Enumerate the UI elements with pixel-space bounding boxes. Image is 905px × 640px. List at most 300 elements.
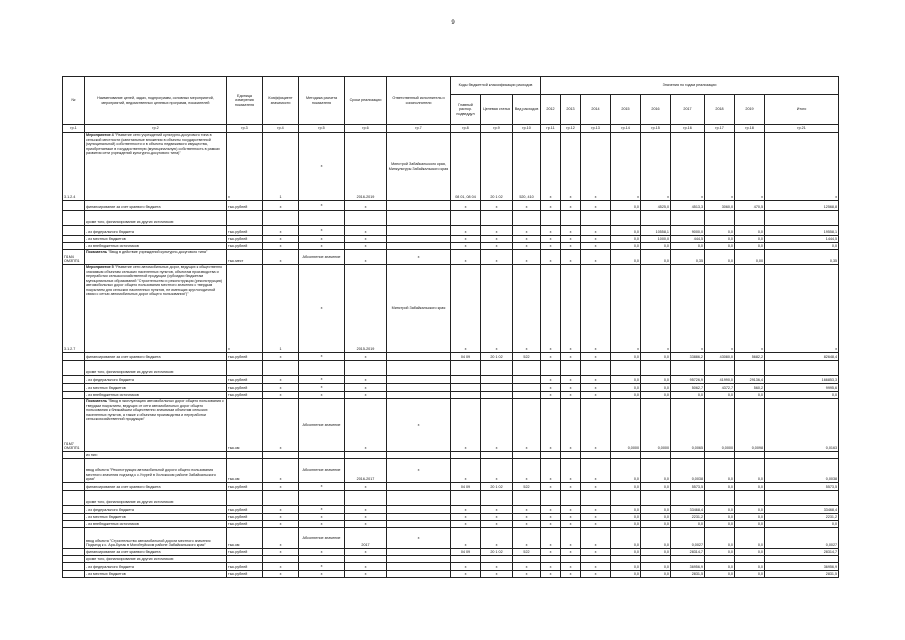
table-cell: х xyxy=(541,250,561,265)
table-cell: х xyxy=(345,521,387,528)
table-cell xyxy=(451,452,481,459)
header-resp: Ответственный исполнитель и соисполнители xyxy=(387,77,451,125)
table-cell xyxy=(387,353,451,361)
table-cell: 0,0038 xyxy=(765,459,839,483)
table-cell: х xyxy=(581,226,611,236)
table-cell: 1000,0 xyxy=(641,236,671,243)
table-cell: х xyxy=(611,265,641,353)
table-cell xyxy=(541,491,561,506)
table-cell: х xyxy=(299,353,345,361)
table-cell: х xyxy=(299,506,345,514)
table-cell: 0,0000 xyxy=(705,399,735,452)
table-cell xyxy=(611,491,641,506)
row-title: Мероприятие 5 xyxy=(86,265,114,269)
row-number xyxy=(63,376,85,384)
table-cell: 43080,0 xyxy=(705,353,735,361)
table-cell: х xyxy=(541,265,561,353)
row-number xyxy=(63,392,85,399)
table-row xyxy=(63,133,839,201)
table-cell xyxy=(561,491,581,506)
table-cell: 0,0 xyxy=(641,563,671,571)
table-cell: 0,0 xyxy=(735,571,765,578)
table-cell: х xyxy=(513,226,541,236)
table-cell: х xyxy=(561,521,581,528)
table-cell: 0,0 xyxy=(705,563,735,571)
table-row xyxy=(63,528,839,549)
table-cell: 2231,2 xyxy=(671,514,705,521)
row-text: кроме того, финансирование из других источников: xyxy=(86,220,175,225)
row-number xyxy=(63,236,85,243)
table-cell: 2016-2017 xyxy=(345,459,387,483)
table-cell: х xyxy=(581,353,611,361)
table-cell: 0,0 xyxy=(735,243,765,250)
table-cell: 2015-2019 xyxy=(345,265,387,353)
table-cell: х xyxy=(299,376,345,384)
row-number: 3.1.2.4 xyxy=(63,133,85,201)
table-cell: х xyxy=(345,243,387,250)
table-cell: х xyxy=(671,265,705,353)
table-cell: х xyxy=(345,226,387,236)
table-cell: х xyxy=(481,563,513,571)
table-cell: х xyxy=(513,250,541,265)
column-number: гр.16 xyxy=(671,125,705,133)
table-cell xyxy=(561,452,581,459)
table-cell: 20 1 02 xyxy=(481,483,513,491)
table-cell xyxy=(387,201,451,211)
header-year-2016: 2016 xyxy=(641,95,671,125)
table-cell: 0,0 xyxy=(735,514,765,521)
table-cell xyxy=(765,211,839,226)
table-cell: х xyxy=(263,226,299,236)
table-cell: х xyxy=(299,201,345,211)
table-cell xyxy=(481,211,513,226)
row-description xyxy=(85,549,227,556)
table-cell: 1 xyxy=(263,265,299,353)
table-cell xyxy=(765,491,839,506)
table-cell: х xyxy=(541,528,561,549)
column-number: гр.1 xyxy=(63,125,85,133)
table-cell xyxy=(227,361,263,376)
table-cell: х xyxy=(387,528,451,549)
table-cell: х xyxy=(345,376,387,384)
table-cell xyxy=(671,452,705,459)
table-cell: х xyxy=(561,133,581,201)
table-cell: тыс.км xyxy=(227,528,263,549)
table-cell: х xyxy=(541,571,561,578)
table-cell: х xyxy=(263,384,299,392)
table-row xyxy=(63,521,839,528)
table-cell: 4513,3 xyxy=(671,201,705,211)
table-cell xyxy=(451,384,481,392)
row-description xyxy=(85,571,227,578)
table-cell xyxy=(671,211,705,226)
row-text: - из внебюджетных источников xyxy=(86,244,139,249)
table-cell: х xyxy=(705,265,735,353)
table-cell xyxy=(513,452,541,459)
row-text: "Развитие сети автомобильных дорог, ведущих к общественно значимым объектам сельских населенных пунктов, объектам производства и переработки сельскохозяйственной продукции (субсидии бюджетам муниципальных образований "Строительство и реконструкция (реконструкция) автомобильных дорог общего пользования местного значения с твердым покрытием для сельских населенных пунктов, не имеющих круглогодичной связи с сетью автомобильных дорог общего пользования")" xyxy=(86,265,223,297)
row-description xyxy=(85,243,227,250)
table-cell: 33468,4 xyxy=(671,506,705,514)
table-cell: х xyxy=(581,521,611,528)
table-cell: х xyxy=(481,265,513,353)
table-cell: х xyxy=(387,399,451,452)
table-cell: х xyxy=(227,133,263,201)
table-cell: х xyxy=(263,376,299,384)
table-row xyxy=(63,399,839,452)
table-cell: х xyxy=(451,521,481,528)
table-row xyxy=(63,483,839,491)
table-cell: х xyxy=(299,563,345,571)
table-cell: 0,0 xyxy=(735,506,765,514)
table-cell: 19558,1 xyxy=(765,226,839,236)
table-cell: х xyxy=(263,563,299,571)
table-cell xyxy=(541,556,561,563)
table-cell: 0,0 xyxy=(671,521,705,528)
table-cell: х xyxy=(581,376,611,384)
table-cell: 29136,4 xyxy=(735,376,765,384)
row-text: - из федерального бюджета xyxy=(86,378,134,383)
table-cell: х xyxy=(481,250,513,265)
row-description xyxy=(85,201,227,211)
table-cell: 9000,0 xyxy=(671,226,705,236)
table-cell: 28314,7 xyxy=(671,549,705,556)
column-number: гр.21 xyxy=(765,125,839,133)
table-cell: х xyxy=(481,201,513,211)
table-cell xyxy=(641,556,671,563)
table-cell: 4525,0 xyxy=(641,201,671,211)
table-cell: х xyxy=(263,549,299,556)
table-cell: х xyxy=(299,384,345,392)
table-cell: х xyxy=(561,376,581,384)
table-cell: тыс.рублей xyxy=(227,506,263,514)
table-cell: тыс.рублей xyxy=(227,236,263,243)
row-description xyxy=(85,491,227,506)
table-cell xyxy=(581,361,611,376)
table-cell: 0,0 xyxy=(705,514,735,521)
table-cell: х xyxy=(513,243,541,250)
table-cell xyxy=(451,392,481,399)
table-cell: х xyxy=(541,514,561,521)
table-row xyxy=(63,361,839,376)
table-cell xyxy=(705,556,735,563)
table-cell xyxy=(541,211,561,226)
table-cell: 0,0 xyxy=(735,392,765,399)
table-cell: х xyxy=(451,201,481,211)
row-text: - из внебюджетных источников xyxy=(86,393,139,398)
table-cell: Абсолютное значение xyxy=(299,399,345,452)
row-description xyxy=(85,250,227,265)
row-text: финансирование за счет краевого бюджета xyxy=(86,550,161,555)
row-description xyxy=(85,506,227,514)
table-cell: 0,0 xyxy=(705,549,735,556)
table-cell xyxy=(299,211,345,226)
table-cell xyxy=(387,376,451,384)
table-cell xyxy=(671,361,705,376)
table-cell: 0,0 xyxy=(735,528,765,549)
table-cell: 0,0 xyxy=(611,506,641,514)
table-cell: 0,35 xyxy=(671,250,705,265)
table-cell: х xyxy=(481,236,513,243)
table-cell xyxy=(387,571,451,578)
table-cell: х xyxy=(345,514,387,521)
table-cell: тыс.рублей xyxy=(227,392,263,399)
table-cell xyxy=(227,556,263,563)
table-cell: х xyxy=(671,133,705,201)
table-cell: х xyxy=(561,506,581,514)
table-cell: х xyxy=(513,506,541,514)
table-row xyxy=(63,563,839,571)
table-cell xyxy=(671,491,705,506)
table-cell: х xyxy=(513,514,541,521)
table-row xyxy=(63,549,839,556)
table-cell: 10558,1 xyxy=(641,226,671,236)
row-description xyxy=(85,452,227,459)
table-cell: 0,0098 xyxy=(735,399,765,452)
header-year-2015: 2015 xyxy=(611,95,641,125)
table-cell xyxy=(263,491,299,506)
table-cell: х xyxy=(451,571,481,578)
table-cell: х xyxy=(263,528,299,549)
row-number xyxy=(63,528,85,549)
table-row xyxy=(63,556,839,563)
table-cell xyxy=(541,361,561,376)
table-row xyxy=(63,243,839,250)
table-cell: х xyxy=(581,265,611,353)
table-cell: 0,35 xyxy=(765,250,839,265)
row-description xyxy=(85,211,227,226)
table-cell: 0,0 xyxy=(735,236,765,243)
header-term: Сроки реализации xyxy=(345,77,387,125)
table-cell: 04 09 xyxy=(451,353,481,361)
table-cell xyxy=(735,361,765,376)
table-cell: 0,0 xyxy=(611,353,641,361)
table-cell: 2016-2019 xyxy=(345,133,387,201)
table-cell: 0,0 xyxy=(705,226,735,236)
table-cell xyxy=(227,491,263,506)
table-cell: 522 xyxy=(513,549,541,556)
header-year-2019: 2019 xyxy=(735,95,765,125)
table-cell: х xyxy=(263,243,299,250)
table-cell: х xyxy=(513,201,541,211)
row-number xyxy=(63,201,85,211)
table-cell: х xyxy=(387,459,451,483)
table-cell: 0,0 xyxy=(611,571,641,578)
header-method: Методика расчета показателя xyxy=(299,77,345,125)
row-text: кроме того, финансирование из других источников: xyxy=(86,370,175,375)
column-number: гр.5 xyxy=(299,125,345,133)
table-cell: х xyxy=(299,236,345,243)
table-cell: 0,0 xyxy=(765,521,839,528)
table-cell xyxy=(561,361,581,376)
table-cell: 0,0 xyxy=(705,250,735,265)
table-cell: х xyxy=(541,243,561,250)
header-year-2017: 2017 xyxy=(671,95,705,125)
table-cell: 2231,2 xyxy=(765,514,839,521)
table-cell: х xyxy=(541,399,561,452)
table-cell: х xyxy=(561,483,581,491)
table-cell: х xyxy=(263,506,299,514)
column-numbers-row xyxy=(63,125,839,133)
table-cell xyxy=(345,211,387,226)
table-cell: х xyxy=(263,571,299,578)
table-cell xyxy=(387,211,451,226)
table-row xyxy=(63,265,839,353)
row-number: 3.1.2.7 xyxy=(63,265,85,353)
table-cell: х xyxy=(513,265,541,353)
table-cell xyxy=(481,491,513,506)
table-cell: 2831,5 xyxy=(765,571,839,578)
table-cell: х xyxy=(345,236,387,243)
table-cell: х xyxy=(299,549,345,556)
table-cell: 0,0 xyxy=(611,549,641,556)
table-cell xyxy=(227,211,263,226)
header-coef: Коэффициент значимости xyxy=(263,77,299,125)
table-cell: х xyxy=(735,133,765,201)
table-cell xyxy=(765,556,839,563)
table-cell xyxy=(705,361,735,376)
table-cell: 33886,2 xyxy=(671,353,705,361)
table-cell: Минстрой Забайкальского края, Минкультуры Забайкальского края xyxy=(387,133,451,201)
table-row xyxy=(63,506,839,514)
table-cell xyxy=(299,491,345,506)
table-cell xyxy=(735,452,765,459)
table-cell: х xyxy=(581,201,611,211)
column-number: гр.10 xyxy=(513,125,541,133)
table-cell: 0,0 xyxy=(705,392,735,399)
table-cell xyxy=(735,491,765,506)
row-description xyxy=(85,392,227,399)
table-cell: х xyxy=(541,392,561,399)
table-cell: х xyxy=(581,243,611,250)
table-cell: х xyxy=(451,250,481,265)
table-cell: 33468,4 xyxy=(765,506,839,514)
table-cell xyxy=(513,491,541,506)
row-text: - из местных бюджетов xyxy=(86,515,126,520)
table-cell: 0,0 xyxy=(641,549,671,556)
table-cell: х xyxy=(513,563,541,571)
row-description xyxy=(85,376,227,384)
row-text: - из местных бюджетов xyxy=(86,237,126,242)
table-cell xyxy=(387,514,451,521)
table-cell xyxy=(387,506,451,514)
column-number: гр.4 xyxy=(263,125,299,133)
table-cell: х xyxy=(611,133,641,201)
table-cell: х xyxy=(765,133,839,201)
table-cell: х xyxy=(513,571,541,578)
table-cell: х xyxy=(481,243,513,250)
row-description xyxy=(85,556,227,563)
table-cell xyxy=(481,452,513,459)
row-text: - из внебюджетных источников xyxy=(86,522,139,527)
table-cell: тыс.рублей xyxy=(227,384,263,392)
table-cell: тыс.рублей xyxy=(227,243,263,250)
row-text: - из федерального бюджета xyxy=(86,230,134,235)
table-cell: 0,0 xyxy=(641,483,671,491)
table-cell: 0,0 xyxy=(641,514,671,521)
column-number: гр.15 xyxy=(641,125,671,133)
table-cell: х xyxy=(581,459,611,483)
table-cell: х xyxy=(345,506,387,514)
table-cell: х xyxy=(345,201,387,211)
table-cell: х xyxy=(263,459,299,483)
row-description xyxy=(85,483,227,491)
table-cell xyxy=(481,376,513,384)
header-kbk-3: Вид расходов xyxy=(513,95,541,125)
row-description xyxy=(85,226,227,236)
table-cell: 0,0 xyxy=(705,236,735,243)
row-description xyxy=(85,265,227,353)
table-cell: х xyxy=(263,483,299,491)
table-cell: х xyxy=(451,528,481,549)
table-cell xyxy=(671,556,705,563)
row-text: кроме того, финансирование из других источников: xyxy=(86,557,175,562)
table-cell: 0,0038 xyxy=(671,459,705,483)
table-cell: 0,0065 xyxy=(671,399,705,452)
table-cell: 0,0 xyxy=(611,514,641,521)
column-number: гр.6 xyxy=(345,125,387,133)
table-cell: х xyxy=(481,226,513,236)
table-cell xyxy=(641,211,671,226)
table-cell: х xyxy=(541,549,561,556)
table-cell: х xyxy=(345,353,387,361)
row-title: Мероприятие 4 xyxy=(86,133,114,137)
table-cell: х xyxy=(227,265,263,353)
table-cell: 0,0 xyxy=(705,528,735,549)
table-cell xyxy=(299,556,345,563)
table-cell: х xyxy=(581,399,611,452)
table-cell xyxy=(451,361,481,376)
table-cell: х xyxy=(513,521,541,528)
table-cell: Абсолютное значение xyxy=(299,459,345,483)
table-cell: х xyxy=(345,384,387,392)
header-values: Значения по годам реализации xyxy=(541,77,839,95)
table-cell: тыс.рублей xyxy=(227,563,263,571)
row-text: "Развитие сети учреждений культурно-досугового типа в сельской местности (капитальные вложения в объекты государственной (муниципальной) собственности и в объекты недвижимого имущества, приобретаемые в государственную (муниципальную) собственность в рамках развития сети учреждений культурно-досугового типа)" xyxy=(86,133,220,156)
table-cell: х xyxy=(581,250,611,265)
table-cell: тыс.рублей xyxy=(227,353,263,361)
table-cell xyxy=(581,556,611,563)
table-cell: 0,0 xyxy=(705,243,735,250)
column-number: гр.9 xyxy=(481,125,513,133)
table-row xyxy=(63,452,839,459)
table-cell: х xyxy=(641,133,671,201)
column-number: гр.12 xyxy=(561,125,581,133)
row-number xyxy=(63,353,85,361)
table-row xyxy=(63,571,839,578)
table-cell: тыс.рублей xyxy=(227,514,263,521)
table-cell: Абсолютное значение xyxy=(299,528,345,549)
table-cell: х xyxy=(735,265,765,353)
header-year-2018: 2018 xyxy=(705,95,735,125)
row-text: финансирование за счет краевого бюджета xyxy=(86,205,161,210)
table-cell: 1444,5 xyxy=(765,236,839,243)
table-cell: х xyxy=(561,563,581,571)
table-cell xyxy=(387,483,451,491)
table-cell: 0,0027 xyxy=(671,528,705,549)
row-number xyxy=(63,361,85,376)
table-cell: 9995,6 xyxy=(765,384,839,392)
table-cell: х xyxy=(541,201,561,211)
table-cell: х xyxy=(561,392,581,399)
table-cell: х xyxy=(561,514,581,521)
table-cell: х xyxy=(541,236,561,243)
table-cell: 0,0 xyxy=(641,459,671,483)
row-number xyxy=(63,226,85,236)
table-cell: тыс.рублей xyxy=(227,376,263,384)
table-cell: 0,0 xyxy=(611,459,641,483)
table-cell: х xyxy=(641,265,671,353)
table-cell xyxy=(735,556,765,563)
